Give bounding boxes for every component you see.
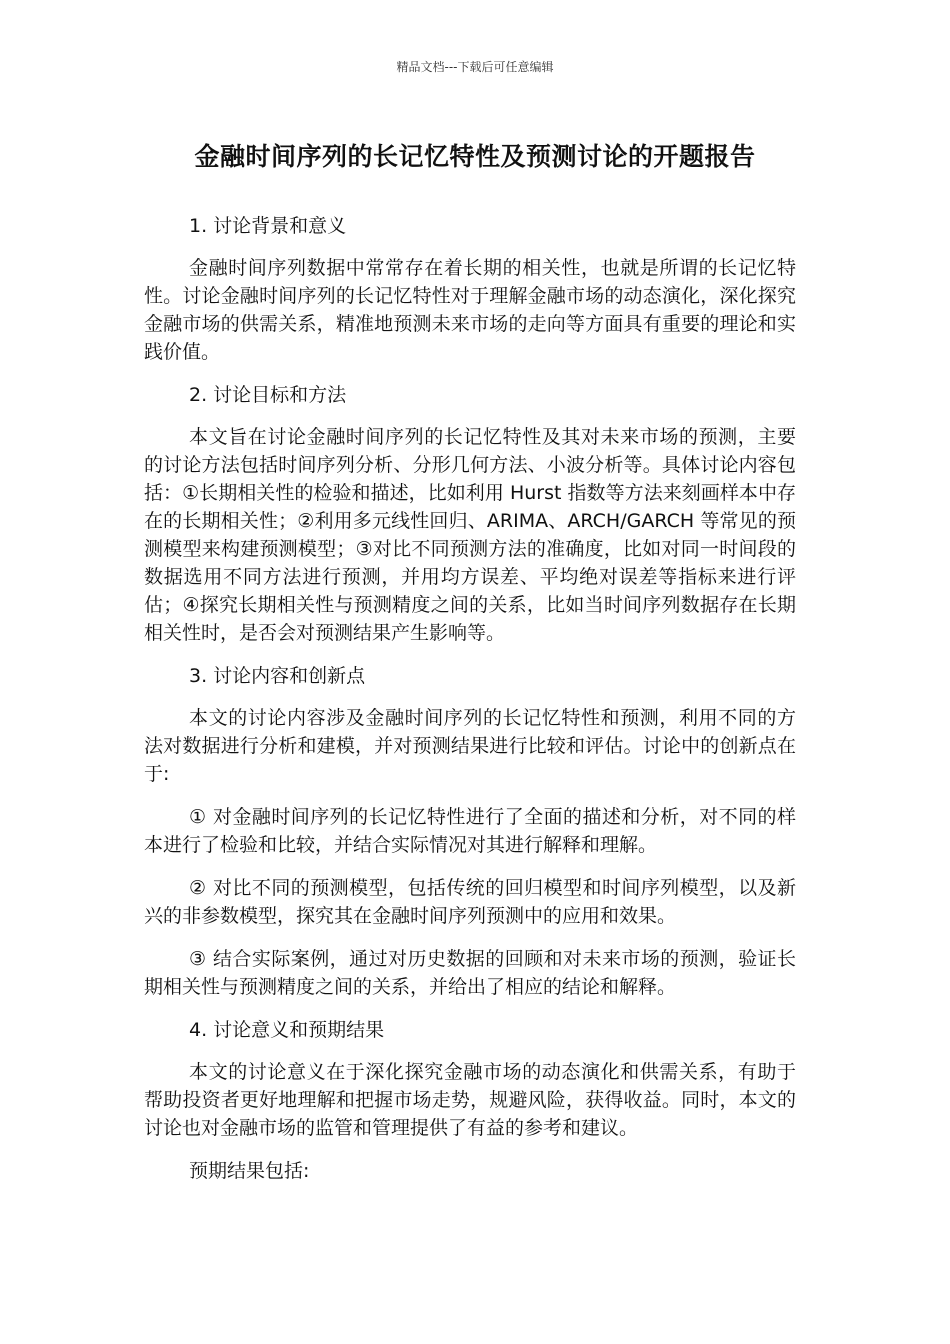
section-1-paragraph-1: 金融时间序列数据中常常存在着长期的相关性，也就是所谓的长记忆特性。讨论金融时间序列的长记忆特性对于理解金融市场的动态演化，深化探究金融市场的供需关系，精准地预测未来市场的走向等方面具有重要的理论和实践价值。 (144, 257, 796, 363)
section-3-innovation-3: ③ 结合实际案例，通过对历史数据的回顾和对未来市场的预测，验证长期相关性与预测精度之间的关系，并给出了相应的结论和解释。 (144, 948, 796, 998)
section-3-paragraph-1: 本文的讨论内容涉及金融时间序列的长记忆特性和预测，利用不同的方法对数据进行分析和建模，并对预测结果进行比较和评估。讨论中的创新点在于: (144, 707, 796, 785)
section-heading-1: 1. 讨论背景和意义 (189, 215, 347, 237)
section-2-paragraph-1: 本文旨在讨论金融时间序列的长记忆特性及其对未来市场的预测，主要的讨论方法包括时间序列分析、分形几何方法、小波分析等。具体讨论内容包括：①长期相关性的检验和描述，比如利用 Hurst 指数等方法来刻画样本中存在的长期相关性；②利用多元线性回归、ARIMA、ARCH/GARCH 等常见的预测模型来构建预测模型；③对比不同预测方法的准确度，比如对同一时间段的数据选用不同方法进行预测，并用均方误差、平均绝对误差等指标来进行评估；④探究长期相关性与预测精度之间的关系，比如当时间序列数据存在长期相关性时，是否会对预测结果产生影响等。 (144, 426, 796, 644)
section-4-paragraph-1: 本文的讨论意义在于深化探究金融市场的动态演化和供需关系，有助于帮助投资者更好地理解和把握市场走势，规避风险，获得收益。同时，本文的讨论也对金融市场的监管和管理提供了有益的参考和建议。 (144, 1061, 796, 1139)
section-3-innovation-2: ② 对比不同的预测模型，包括传统的回归模型和时间序列模型，以及新兴的非参数模型，探究其在金融时间序列预测中的应用和效果。 (144, 877, 796, 927)
section-3-innovation-1: ① 对金融时间序列的长记忆特性进行了全面的描述和分析，对不同的样本进行了检验和比较，并结合实际情况对其进行解释和理解。 (144, 806, 796, 856)
section-4-paragraph-2: 预期结果包括: (189, 1160, 310, 1182)
section-heading-3: 3. 讨论内容和创新点 (189, 665, 366, 687)
section-heading-4: 4. 讨论意义和预期结果 (189, 1019, 385, 1041)
section-heading-2: 2. 讨论目标和方法 (189, 384, 347, 406)
header-note: 精品文档---下载后可任意编辑 (396, 60, 554, 74)
document-title: 金融时间序列的长记忆特性及预测讨论的开题报告 (194, 142, 756, 171)
document-body (144, 212, 796, 1200)
